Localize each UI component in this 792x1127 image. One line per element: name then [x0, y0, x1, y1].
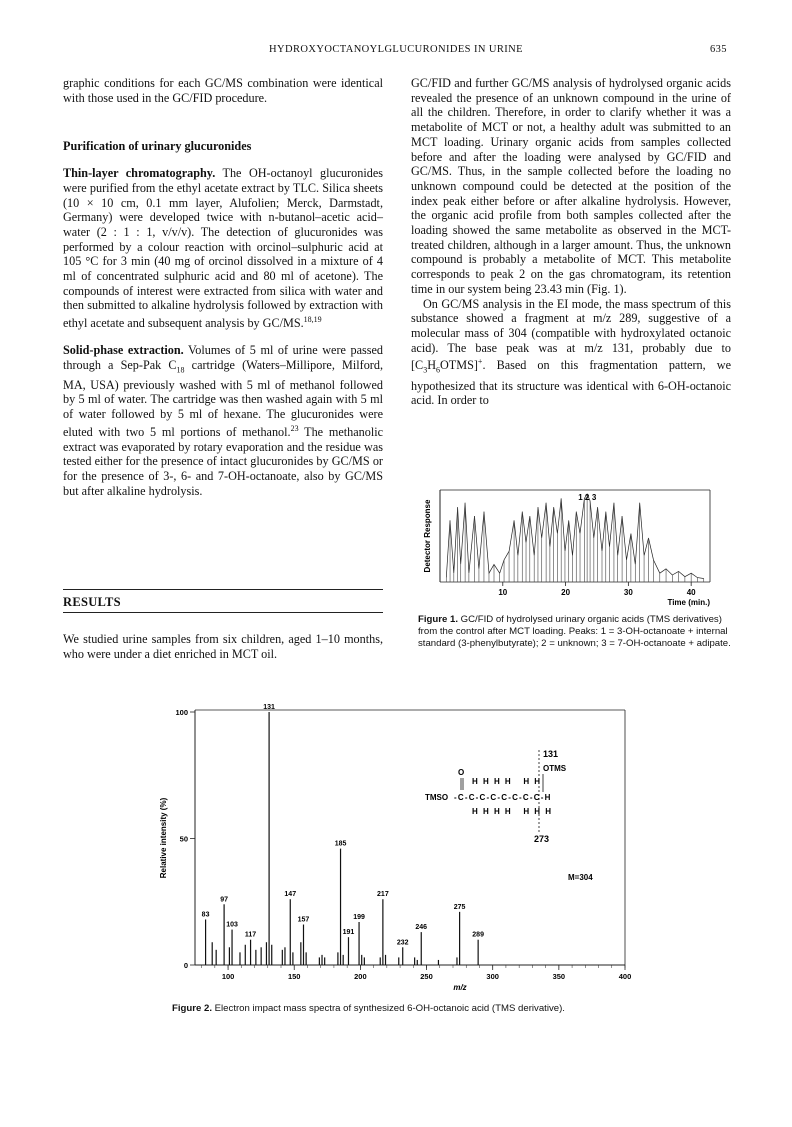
fig2-x-tick-label: 300 — [486, 972, 499, 981]
spe-text-a: Volumes of 5 ml of urine were passed through a Sep-Pak C — [63, 342, 383, 372]
fig2-peak-label: 289 — [472, 931, 484, 939]
structure-label-tmso: TMSO — [425, 793, 449, 802]
results-paragraph: We studied urine samples from six children, aged 1–10 months, who were under a diet enriched in MCT oil. — [63, 632, 383, 661]
fig1-x-label: Time (min.) — [667, 598, 710, 607]
structure-top-h: HHHH HH — [472, 777, 546, 786]
figure2-caption — [172, 1003, 732, 1015]
spe-text-b: cartridge (Waters–Millipore, Milford, MA, USA) previously washed with 5 ml of methanol followed by 5 ml of water. The cartridge was then washed again with 5 ml of water followed by 5 ml of hexane. The glucuronides were eluted with two 5 ml portions of methanol. — [63, 357, 383, 439]
p2-c: OTMS] — [440, 358, 478, 373]
running-title: HYDROXYOCTANOYLGLUCURONIDES IN URINE — [269, 44, 523, 55]
results-heading: RESULTS — [63, 595, 121, 609]
fig1-tick-group — [498, 582, 696, 597]
fig1-peak-labels — [578, 493, 597, 502]
runin-tlc: Thin-layer chromatography. — [63, 166, 216, 181]
spe-text-c: The methanolic extract was evaporated by rotary evaporation and the residue was tested either for the presence of intact glucuronides by GC/MS or for the presence of 3-, 6- and 7-OH-octanoate, also by GC/MS but after alkaline hydrolysis. — [63, 424, 384, 498]
figure2-caption-text: Electron impact mass spectra of synthesized 6-OH-octanoic acid (TMS derivative). — [211, 1003, 565, 1014]
paragraph-gcms — [411, 297, 731, 408]
spe-sub: 18 — [176, 365, 185, 375]
fig1-peak-label: 1 — [578, 493, 583, 502]
fig2-x-tick-label: 100 — [221, 972, 235, 981]
tlc-text: The OH-octanoyl glucuronides were purified from the ethyl acetate extract by TLC. Silica sheets (10 × 10 cm, 0.1 mm layer, Alufolien; Merck, Darmstadt, Germany) were developed twice with n-butanol–acetic acid–water (2 : 1 : 1, v/v/v). The detection of glucuronides was performed by a colour reaction with orcinol–sulphuric acid at 105 °C for 3 min (40 mg of orcinol dissolved in a mixture of 4 ml of concentrated sulphuric acid and 80 ml of acetone). The compounds of interest were extracted from silica with water and then submitted to alkaline hydrolysis followed by extraction with ethyl acetate and subsequent analysis by GC/MS. — [63, 166, 383, 331]
fig2-peak-label: 246 — [415, 924, 428, 932]
fig2-peak-label: 83 — [201, 911, 210, 919]
p2-sub1: 3 — [423, 365, 428, 375]
fig1-x-tick-label: 10 — [498, 588, 508, 597]
fig1-trace-line — [446, 494, 703, 579]
paragraph-spe — [63, 343, 383, 499]
fig2-x-label: m/z — [453, 983, 467, 992]
figure2-mass-spectrum — [160, 700, 640, 1000]
figure1-chromatogram — [418, 482, 718, 612]
fig2-peak-label: 117 — [244, 931, 257, 939]
p2-sup: + — [477, 357, 483, 367]
fig2-peak-label: 103 — [226, 921, 238, 929]
figure1-caption-label: Figure 1. — [418, 614, 458, 625]
fig2-y-label: Relative intensity (%) — [159, 797, 168, 879]
spe-ref: 23 — [290, 423, 299, 433]
runin-spe: Solid-phase extraction. — [63, 342, 184, 357]
p2-a: On GC/MS analysis in the EI mode, the mass spectrum of this substance showed a fragment at m/z 289, suggestive of a molecular mass of 304 (compatible with hydroxylated octanoic acid). The base peak was at m/z 131, probably due to [C — [411, 296, 731, 373]
structure-label-131: 131 — [543, 749, 559, 759]
results-rule-top — [63, 589, 383, 590]
paragraph-gcfid: GC/FID and further GC/MS analysis of hydrolysed organic acids revealed the presence of an unknown compound in the urine of all the children. Therefore, in order to clarify whether it was a metabolite of MCT or not, a healthy adult was submitted to an MCT loading. Urinary organic acids from samples collected before and after the loading were analysed by GC/FID and GC/MS. Thus, in the sample collected before the loading no unknown compound could be detected at the position of the index peak either before or after alkaline hydrolysis. However, the organic acid profile from both samples collected after the loading showed the same metabolite as observed in the MCT-treated children, although in a larger amount. Thus, the unknown compound is probably a metabolite of MCT. This metabolite corresponds to peak 2 on the gas chromatogram, its retention time in our system being 23.43 min (Fig. 1). — [411, 76, 731, 296]
figure2-caption-label: Figure 2. — [172, 1003, 212, 1014]
section-heading-purification: Purification of urinary glucuronides — [63, 139, 252, 154]
fig2-peak-label: 199 — [353, 913, 365, 921]
fig2-peak-label: 147 — [284, 891, 297, 899]
page-number: 635 — [710, 44, 727, 55]
tlc-ref: 18,19 — [303, 315, 322, 325]
fig2-y-tick-label: 0 — [183, 961, 188, 970]
structure-chain: -C-C-C-C-C-C-C-C-H — [454, 793, 552, 802]
results-rule-bottom — [63, 612, 383, 613]
fig2-peak-label: 217 — [377, 891, 389, 899]
fig2-x-tick-label: 400 — [618, 972, 632, 981]
molecular-weight: M=304 — [568, 873, 593, 882]
fig1-trace-group — [446, 494, 703, 582]
fig2-x-tick-label: 250 — [420, 972, 433, 981]
fig1-x-tick-label: 40 — [686, 588, 696, 597]
fig2-peak-label: 191 — [342, 929, 355, 937]
structure-label-o: O — [458, 768, 465, 777]
fig2-x-tick-label: 350 — [552, 972, 566, 981]
structure-label-otms: OTMS — [543, 764, 567, 773]
fig2-peak-label: 131 — [263, 704, 275, 711]
figure1-caption — [418, 614, 738, 649]
fig2-y-tick-label: 100 — [175, 708, 188, 717]
p2-sub2: 6 — [436, 365, 440, 375]
left-column — [63, 76, 383, 498]
structure-diagram — [425, 749, 593, 882]
fig1-peak-label: 2 — [584, 493, 590, 502]
fig2-peak-label: 157 — [297, 916, 310, 924]
p2-b: H — [427, 358, 436, 373]
fig2-peak-label: 185 — [334, 840, 347, 848]
structure-bottom-h: HHHH HHH — [472, 807, 557, 816]
fig2-x-tick-label: 200 — [354, 972, 367, 981]
fig2-peak-label: 97 — [220, 896, 229, 904]
paragraph-tlc — [63, 166, 383, 331]
right-column — [411, 76, 731, 408]
fig1-x-tick-label: 20 — [561, 588, 571, 597]
paragraph-continued: graphic conditions for each GC/MS combination were identical with those used in the GC/FID procedure. — [63, 76, 383, 105]
fig2-bar-group — [202, 704, 484, 965]
fig2-peak-label: 232 — [396, 939, 409, 947]
fig2-x-tick-label: 150 — [287, 972, 301, 981]
fig1-x-tick-label: 30 — [623, 588, 633, 597]
fig2-peak-label: 275 — [453, 903, 466, 911]
figure1-caption-text: GC/FID of hydrolysed urinary organic acids (TMS derivatives) from the control after MCT loading. Peaks: 1 = 3-OH-octanoate + internal standard (3-phenylbutyrate); 2 = unknown; 3 = 7-OH-octanoate + adipate. — [418, 614, 731, 649]
structure-label-273: 273 — [534, 834, 550, 844]
fig1-peak-label: 3 — [591, 493, 597, 502]
fig1-y-label: Detector Response — [423, 499, 432, 573]
fig2-y-tick-label: 50 — [179, 834, 188, 844]
p2-d: . Based on this fragmentation pattern, we hypothesized that its structure was identical with 6-OH-octanoic acid. In order to — [411, 358, 731, 408]
